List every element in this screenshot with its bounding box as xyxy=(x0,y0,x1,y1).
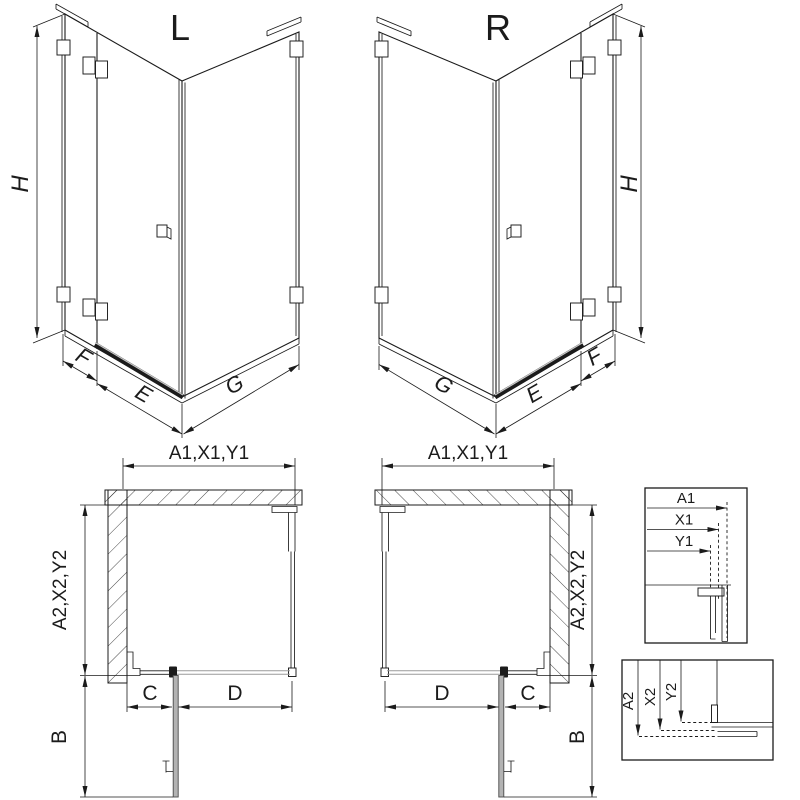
reference-dashed-lines xyxy=(639,723,717,737)
plan-drawing-right xyxy=(375,458,597,797)
iso-drawing-right xyxy=(375,4,645,438)
dim-label-height: H xyxy=(616,175,643,193)
variant-label: R xyxy=(485,7,511,48)
profile-bracket xyxy=(698,588,724,596)
dim-label-hinge-offset: C xyxy=(520,682,536,705)
dim-label-depth: A2,X2,Y2 xyxy=(50,549,71,631)
dim-label-fixed: F xyxy=(582,342,607,371)
dim-label-hinge-offset: C xyxy=(142,682,158,705)
dim-label-side: G xyxy=(220,369,248,400)
profile-section-lines xyxy=(712,723,773,737)
dim-label-fixed: F xyxy=(71,342,96,371)
dim-label-side: G xyxy=(430,369,458,400)
dim-label-door-width: D xyxy=(434,682,450,705)
detail-label-a2: A2 xyxy=(620,691,637,711)
dim-label-door-width: D xyxy=(227,682,243,705)
detail-label-a1: A1 xyxy=(676,490,696,507)
reference-dashed-lines xyxy=(711,502,728,638)
plan-drawing-left xyxy=(80,458,302,797)
detail-view-horizontal xyxy=(645,488,747,643)
dim-label-door: E xyxy=(131,379,157,409)
dim-label-width: A1,X1,Y1 xyxy=(427,443,509,464)
iso-view-right xyxy=(375,4,645,438)
plan-view-left xyxy=(48,443,302,797)
iso-drawing-left xyxy=(33,4,303,438)
detail-label-y1: Y1 xyxy=(674,533,694,550)
iso-view-left xyxy=(7,4,303,438)
detail-label-x2: X2 xyxy=(642,687,659,707)
profile-bracket xyxy=(712,705,718,723)
variant-label: L xyxy=(169,7,191,48)
dim-label-door-swing: B xyxy=(566,729,589,745)
dim-label-width: A1,X1,Y1 xyxy=(168,443,250,464)
detail-frame xyxy=(622,660,773,760)
dim-label-depth: A2,X2,Y2 xyxy=(568,549,589,631)
plan-view-right xyxy=(375,443,597,797)
dim-label-door: E xyxy=(521,379,547,409)
detail-view-vertical xyxy=(620,660,773,760)
dim-label-door-swing: B xyxy=(48,729,71,745)
detail-label-x1: X1 xyxy=(674,511,694,529)
dim-label-height: H xyxy=(7,175,34,193)
detail-frame xyxy=(645,488,747,643)
detail-label-y2: Y2 xyxy=(663,682,680,702)
